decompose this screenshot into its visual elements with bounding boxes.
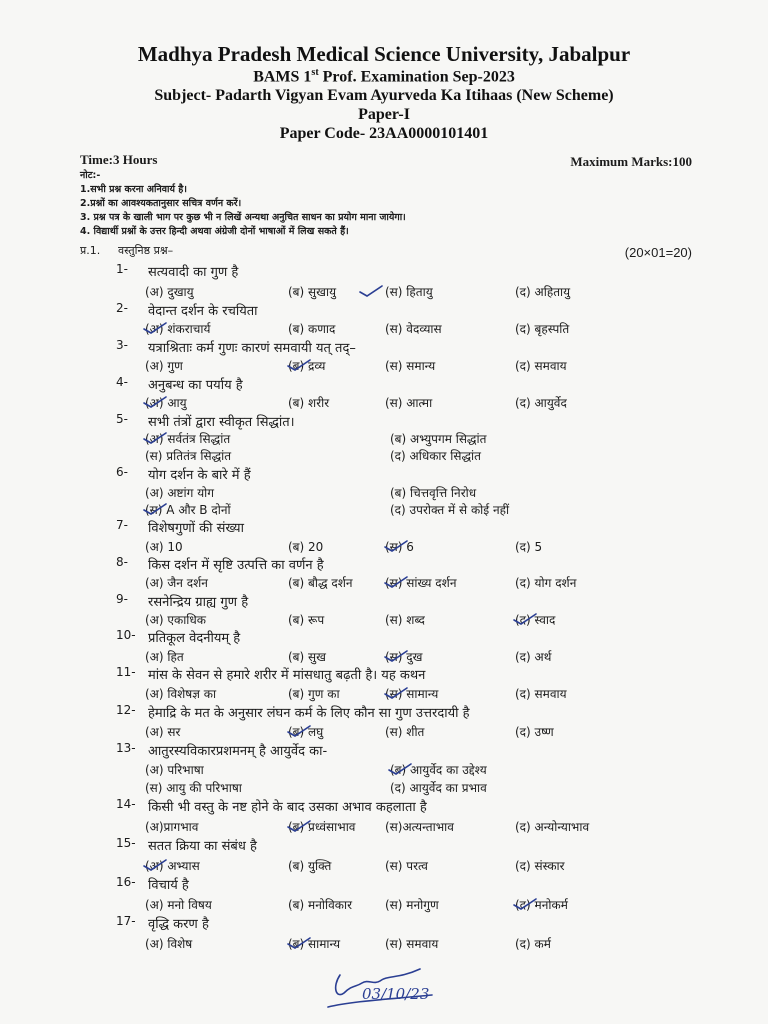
question-text: सभी तंत्रों द्वारा स्वीकृत सिद्धांत। [148,415,295,430]
answer-tick-mark [358,284,384,298]
note-line: 1.सभी प्रश्न करना अनिवार्य है। [80,184,187,195]
answer-tick-mark [142,321,168,335]
note-heading: नोट:- [80,170,101,181]
paper-title: Paper-I [358,106,410,123]
question-text: सतत क्रिया का संबंध है [148,839,257,854]
question-text: मांस के सेवन से हमारे शरीर में मांसधातु बढ़ती है। यह कथन [148,668,426,683]
note-line: 4. विद्यार्थी प्रश्नों के उत्तर हिन्दी अथवा अंग्रेजी दोनों भाषाओं में लिख सकते हैं। [80,226,349,237]
question-text: प्रतिकूल वेदनीयम् है [148,631,241,646]
question-text: विचार्य है [148,878,189,893]
question-text: रसनेन्द्रिय ग्राह्य गुण है [148,595,249,610]
option-a: (अ) आयु [145,396,187,410]
question-number: 6- [116,465,128,479]
option-d: (द) उपरोक्त में से कोई नहीं [390,503,510,517]
option-a: (अ) गुण [145,359,183,373]
option-c: (स) मनोगुण [385,898,439,912]
option-a: (अ) 10 [145,540,183,554]
option-d: (द) बृहस्पति [515,322,570,336]
option-d: (द) समवाय [515,687,567,701]
question-number: 2- [116,301,128,315]
answer-tick-mark [512,897,538,911]
question-text: योग दर्शन के बारे में हैं [148,468,251,483]
answer-tick-mark [286,936,312,950]
option-c: (स) सांख्य दर्शन [385,576,457,590]
question-number: 8- [116,555,128,569]
option-d: (द) आयुर्वेद [515,396,567,410]
question-text: किस दर्शन में सृष्टि उत्पत्ति का वर्णन है [148,558,324,573]
option-b: (ब) द्रव्य [288,359,326,373]
question-text: आतुरस्यविकारप्रशमनम् है आयुर्वेद का- [148,744,328,759]
option-a: (अ)प्रागभाव [145,820,199,834]
option-b: (ब) अभ्युपगम सिद्धांत [390,432,487,446]
note-line: 2.प्रश्नों का आवश्यकतानुसार सचित्र वर्णन करें। [80,198,242,209]
answer-tick-mark [512,612,538,626]
option-d: (द) 5 [515,540,543,554]
option-c: (स) A और B दोनों [145,503,231,517]
option-b: (ब) सुखायु [288,285,337,299]
section-marks: (20×01=20) [624,245,692,260]
question-number: 17- [116,914,136,928]
max-marks-label: Maximum Marks:100 [570,154,692,169]
option-d: (द) उष्ण [515,725,554,739]
option-a: (अ) परिभाषा [145,763,204,777]
option-a: (अ) जैन दर्शन [145,576,208,590]
option-b: (ब) शरीर [288,396,330,410]
option-d: (द) संस्कार [515,859,565,873]
option-b: (ब) सुख [288,650,326,664]
question-text: हेमाद्रि के मत के अनुसार लंघन कर्म के लिए कौन सा गुण उत्तरदायी है [148,706,470,721]
answer-tick-mark [142,431,168,445]
question-number: 3- [116,338,128,352]
option-c: (स) समान्य [385,359,436,373]
option-c: (स) हितायु [385,285,433,299]
option-b: (ब) कणाद [288,322,336,336]
option-d: (द) अहितायु [515,285,571,299]
option-a: (अ) शंकराचार्य [145,322,211,336]
section-title: वस्तुनिष्ठ प्रश्न– [118,244,174,257]
question-number: 14- [116,797,136,811]
question-number: 7- [116,518,128,532]
answer-tick-mark [142,858,168,872]
answer-tick-mark [286,819,312,833]
option-c: (स) शीत [385,725,425,739]
option-a: (अ) मनो विषय [145,898,212,912]
question-number: 15- [116,836,136,850]
option-b: (ब) प्रध्वंसाभाव [288,820,356,834]
university-title: Madhya Pradesh Medical Science University, Jabalpur [137,42,631,66]
signature-date: 03/10/23 [362,985,430,1003]
option-d: (द) अर्थ [515,650,552,664]
option-c: (स) वेदव्यास [385,322,442,336]
subject-title: Subject- Padarth Vigyan Evam Ayurveda Ka Itihaas (New Scheme) [154,87,614,104]
question-text: किसी भी वस्तु के नष्ट होने के बाद उसका अभाव कहलाता है [148,800,427,815]
option-b: (ब) युक्ति [288,859,332,873]
answer-tick-mark [383,575,409,589]
question-number: 12- [116,703,136,717]
answer-tick-mark [286,358,312,372]
option-c: (स) 6 [385,540,414,554]
option-b: (ब) सामान्य [288,937,341,951]
question-number: 16- [116,875,136,889]
answer-tick-mark [383,539,409,553]
option-b: (ब) बौद्ध दर्शन [288,576,353,590]
option-c: (स) समवाय [385,937,439,951]
question-number: 4- [116,375,128,389]
exam-title: BAMS 1st Prof. Examination Sep-2023 [253,67,515,86]
option-a: (अ) एकाधिक [145,613,207,627]
question-number: 10- [116,628,136,642]
option-c: (स) सामान्य [385,687,439,701]
option-d: (द) समवाय [515,359,567,373]
answer-tick-mark [383,649,409,663]
answer-tick-mark [387,762,413,776]
option-a: (अ) अष्टांग योग [145,486,215,500]
question-number: 13- [116,741,136,755]
option-a: (अ) सर [145,725,181,739]
question-number: 5- [116,412,128,426]
option-b: (ब) 20 [288,540,324,554]
option-d: (द) स्वाद [515,613,556,627]
answer-tick-mark [142,502,168,516]
option-c: (स) आत्मा [385,396,433,410]
option-c: (स)अत्यन्ताभाव [385,820,454,834]
option-b: (ब) गुण का [288,687,340,701]
option-b: (ब) लघु [288,725,324,739]
question-number: 9- [116,592,128,606]
option-c: (स) शब्द [385,613,425,627]
answer-tick-mark [142,395,168,409]
option-a: (अ) सर्वतंत्र सिद्धांत [145,432,231,446]
time-label: Time:3 Hours [80,152,158,167]
question-text: अनुबन्ध का पर्याय है [148,378,243,393]
option-b: (ब) आयुर्वेद का उद्देश्य [390,763,487,777]
option-d: (द) अधिकार सिद्धांत [390,449,482,463]
option-b: (ब) मनोविकार [288,898,352,912]
option-a: (अ) विशेषज्ञ का [145,687,217,701]
option-d: (द) मनोकर्म [515,898,568,912]
question-text: वृद्धि करण है [148,917,209,932]
option-a: (अ) हित [145,650,184,664]
option-b: (ब) रूप [288,613,325,627]
question-text: विशेषगुणों की संख्या [148,521,244,536]
option-a: (अ) विशेष [145,937,193,951]
option-d: (द) योग दर्शन [515,576,577,590]
option-a: (अ) दुखायु [145,285,194,299]
section-label: प्र.1. [80,244,101,257]
answer-tick-mark [383,686,409,700]
paper-code: Paper Code- 23AA0000101401 [279,125,489,142]
question-number: 1- [116,262,128,276]
option-b: (ब) चित्तवृत्ति निरोध [390,486,477,500]
question-text: सत्यवादी का गुण है [148,265,239,280]
question-number: 11- [116,665,136,679]
question-text: यत्राश्रिताः कर्म गुणः कारणं समवायी यत् तद्– [148,341,356,356]
note-line: 3. प्रश्न पत्र के खाली भाग पर कुछ भी न लिखें अन्यथा अनुचित साधन का प्रयोग माना जायेगा। [80,212,406,223]
option-d: (द) आयुर्वेद का प्रभाव [390,781,487,795]
option-d: (द) कर्म [515,937,551,951]
option-c: (स) परत्व [385,859,428,873]
option-c: (स) दुख [385,650,423,664]
option-a: (अ) अभ्यास [145,859,200,873]
option-d: (द) अन्योन्याभाव [515,820,590,834]
answer-tick-mark [286,724,312,738]
question-text: वेदान्त दर्शन के रचयिता [148,304,258,319]
option-c: (स) आयु की परिभाषा [145,781,242,795]
option-c: (स) प्रतितंत्र सिद्धांत [145,449,232,463]
